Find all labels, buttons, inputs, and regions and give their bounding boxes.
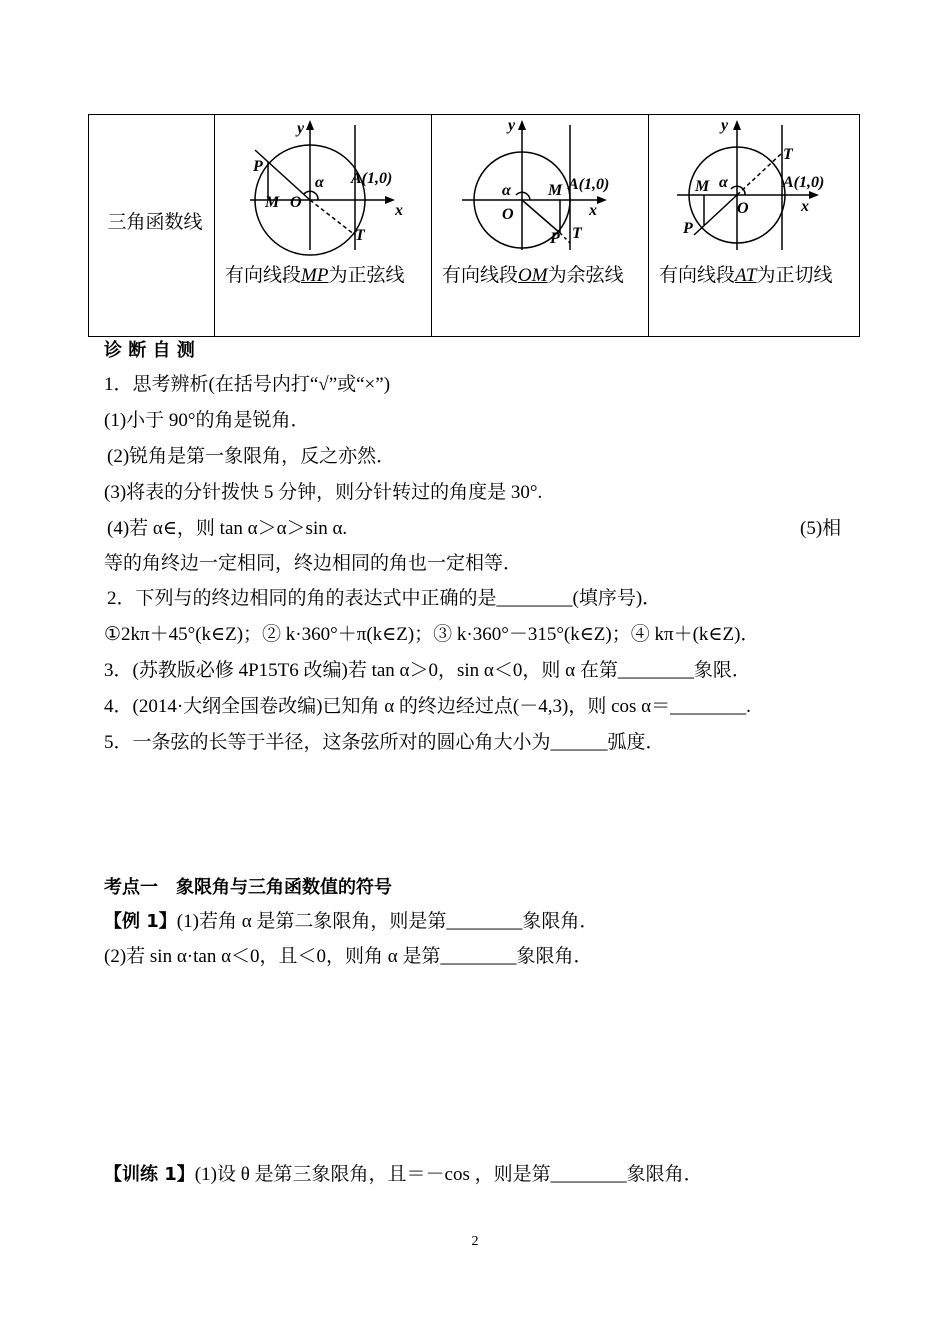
origin-label: O <box>290 194 302 211</box>
cosine-line-figure <box>432 115 648 260</box>
point-m-label: M <box>548 182 563 199</box>
q2-stem: 2．下列与的终边相同的角的表达式中正确的是________(填序号)． <box>107 588 662 609</box>
sine-line-caption: 有向线段MP为正弦线 <box>225 265 405 286</box>
point-t-label: T <box>572 225 582 242</box>
point-p-label: P <box>253 158 263 175</box>
q5: 5．一条弦的长等于半径，这条弦所对的圆心角大小为______弧度． <box>104 732 665 753</box>
page-number: 2 <box>471 1234 479 1249</box>
x-axis-label: x <box>395 202 403 219</box>
point-p-label: P <box>683 220 693 237</box>
x-axis-label: x <box>801 198 809 215</box>
y-axis-label: y <box>297 120 305 137</box>
point-p-label: P <box>550 230 560 247</box>
row-label: 三角函数线 <box>107 212 203 233</box>
point-m-label: M <box>265 194 280 211</box>
x-axis-label: x <box>589 202 597 219</box>
example-1-part-2: (2)若 sin α·tan α＜0，且＜0，则角 α 是第________象限角． <box>104 946 593 967</box>
topic-title: 考点一 象限角与三角函数值的符号 <box>104 877 392 898</box>
cosine-line-cell <box>432 115 649 337</box>
q1-item-5-start: (5)相 <box>800 518 842 539</box>
tangent-line-caption: 有向线段AT为正切线 <box>659 265 833 286</box>
point-t-label: T <box>783 146 793 163</box>
trig-line-table <box>88 114 860 337</box>
sine-line-figure <box>215 115 431 260</box>
example-tag: 【例 1】 <box>104 911 177 932</box>
alpha-label: α <box>315 174 324 191</box>
q4: 4．(2014·大纲全国卷改编)已知角 α 的终边经过点(－4,3)，则 cos α＝________. <box>104 696 751 717</box>
tangent-line-figure <box>649 115 859 260</box>
section-title: 诊 断 自 测 <box>104 340 195 361</box>
origin-label: O <box>737 200 749 217</box>
q1-item-2: (2)锐角是第一象限角，反之亦然． <box>107 446 396 467</box>
y-axis-label: y <box>721 117 729 134</box>
q1-item-1: (1)小于 90°的角是锐角． <box>104 410 310 431</box>
cosine-line-caption: 有向线段OM为余弦线 <box>442 265 624 286</box>
q3: 3．(苏教版必修 4P15T6 改编)若 tan α＞0，sin α＜0，则 α 在第________象限． <box>104 660 751 681</box>
q1-item-4: (4)若 α∈，则 tan α＞α＞sin α. <box>107 518 348 539</box>
training-tag: 【训练 1】 <box>104 1164 195 1185</box>
y-axis-label: y <box>508 117 516 134</box>
origin-label: O <box>502 206 514 223</box>
point-a-label: A(1,0) <box>783 174 825 191</box>
point-m-label: M <box>695 178 710 195</box>
point-t-label: T <box>355 227 365 244</box>
example-1-part-1: 【例 1】(1)若角 α 是第二象限角，则是第________象限角． <box>104 911 599 932</box>
q1-item-3: (3)将表的分针拨快 5 分钟，则分针转过的角度是 30°. <box>104 482 543 503</box>
sine-line-cell <box>215 115 432 337</box>
row-label-cell <box>89 115 215 337</box>
q2-options: ①2kπ＋45°(k∈Z)；② k·360°＋π(k∈Z)；③ k·360°－315°(k∈Z)；④ kπ＋(k∈Z)． <box>104 624 760 645</box>
alpha-label: α <box>719 174 728 191</box>
point-a-label: A(1,0) <box>351 170 393 187</box>
alpha-label: α <box>502 182 511 199</box>
tangent-line-cell <box>649 115 860 337</box>
training-1: 【训练 1】(1)设 θ 是第三象限角，且＝－cos ，则是第________象限角． <box>104 1164 703 1185</box>
point-a-label: A(1,0) <box>568 176 610 193</box>
q1-item-5-cont: 等的角终边一定相同，终边相同的角也一定相等． <box>104 553 523 574</box>
q1-stem: 1．思考辨析(在括号内打“√”或“×”) <box>104 374 391 395</box>
